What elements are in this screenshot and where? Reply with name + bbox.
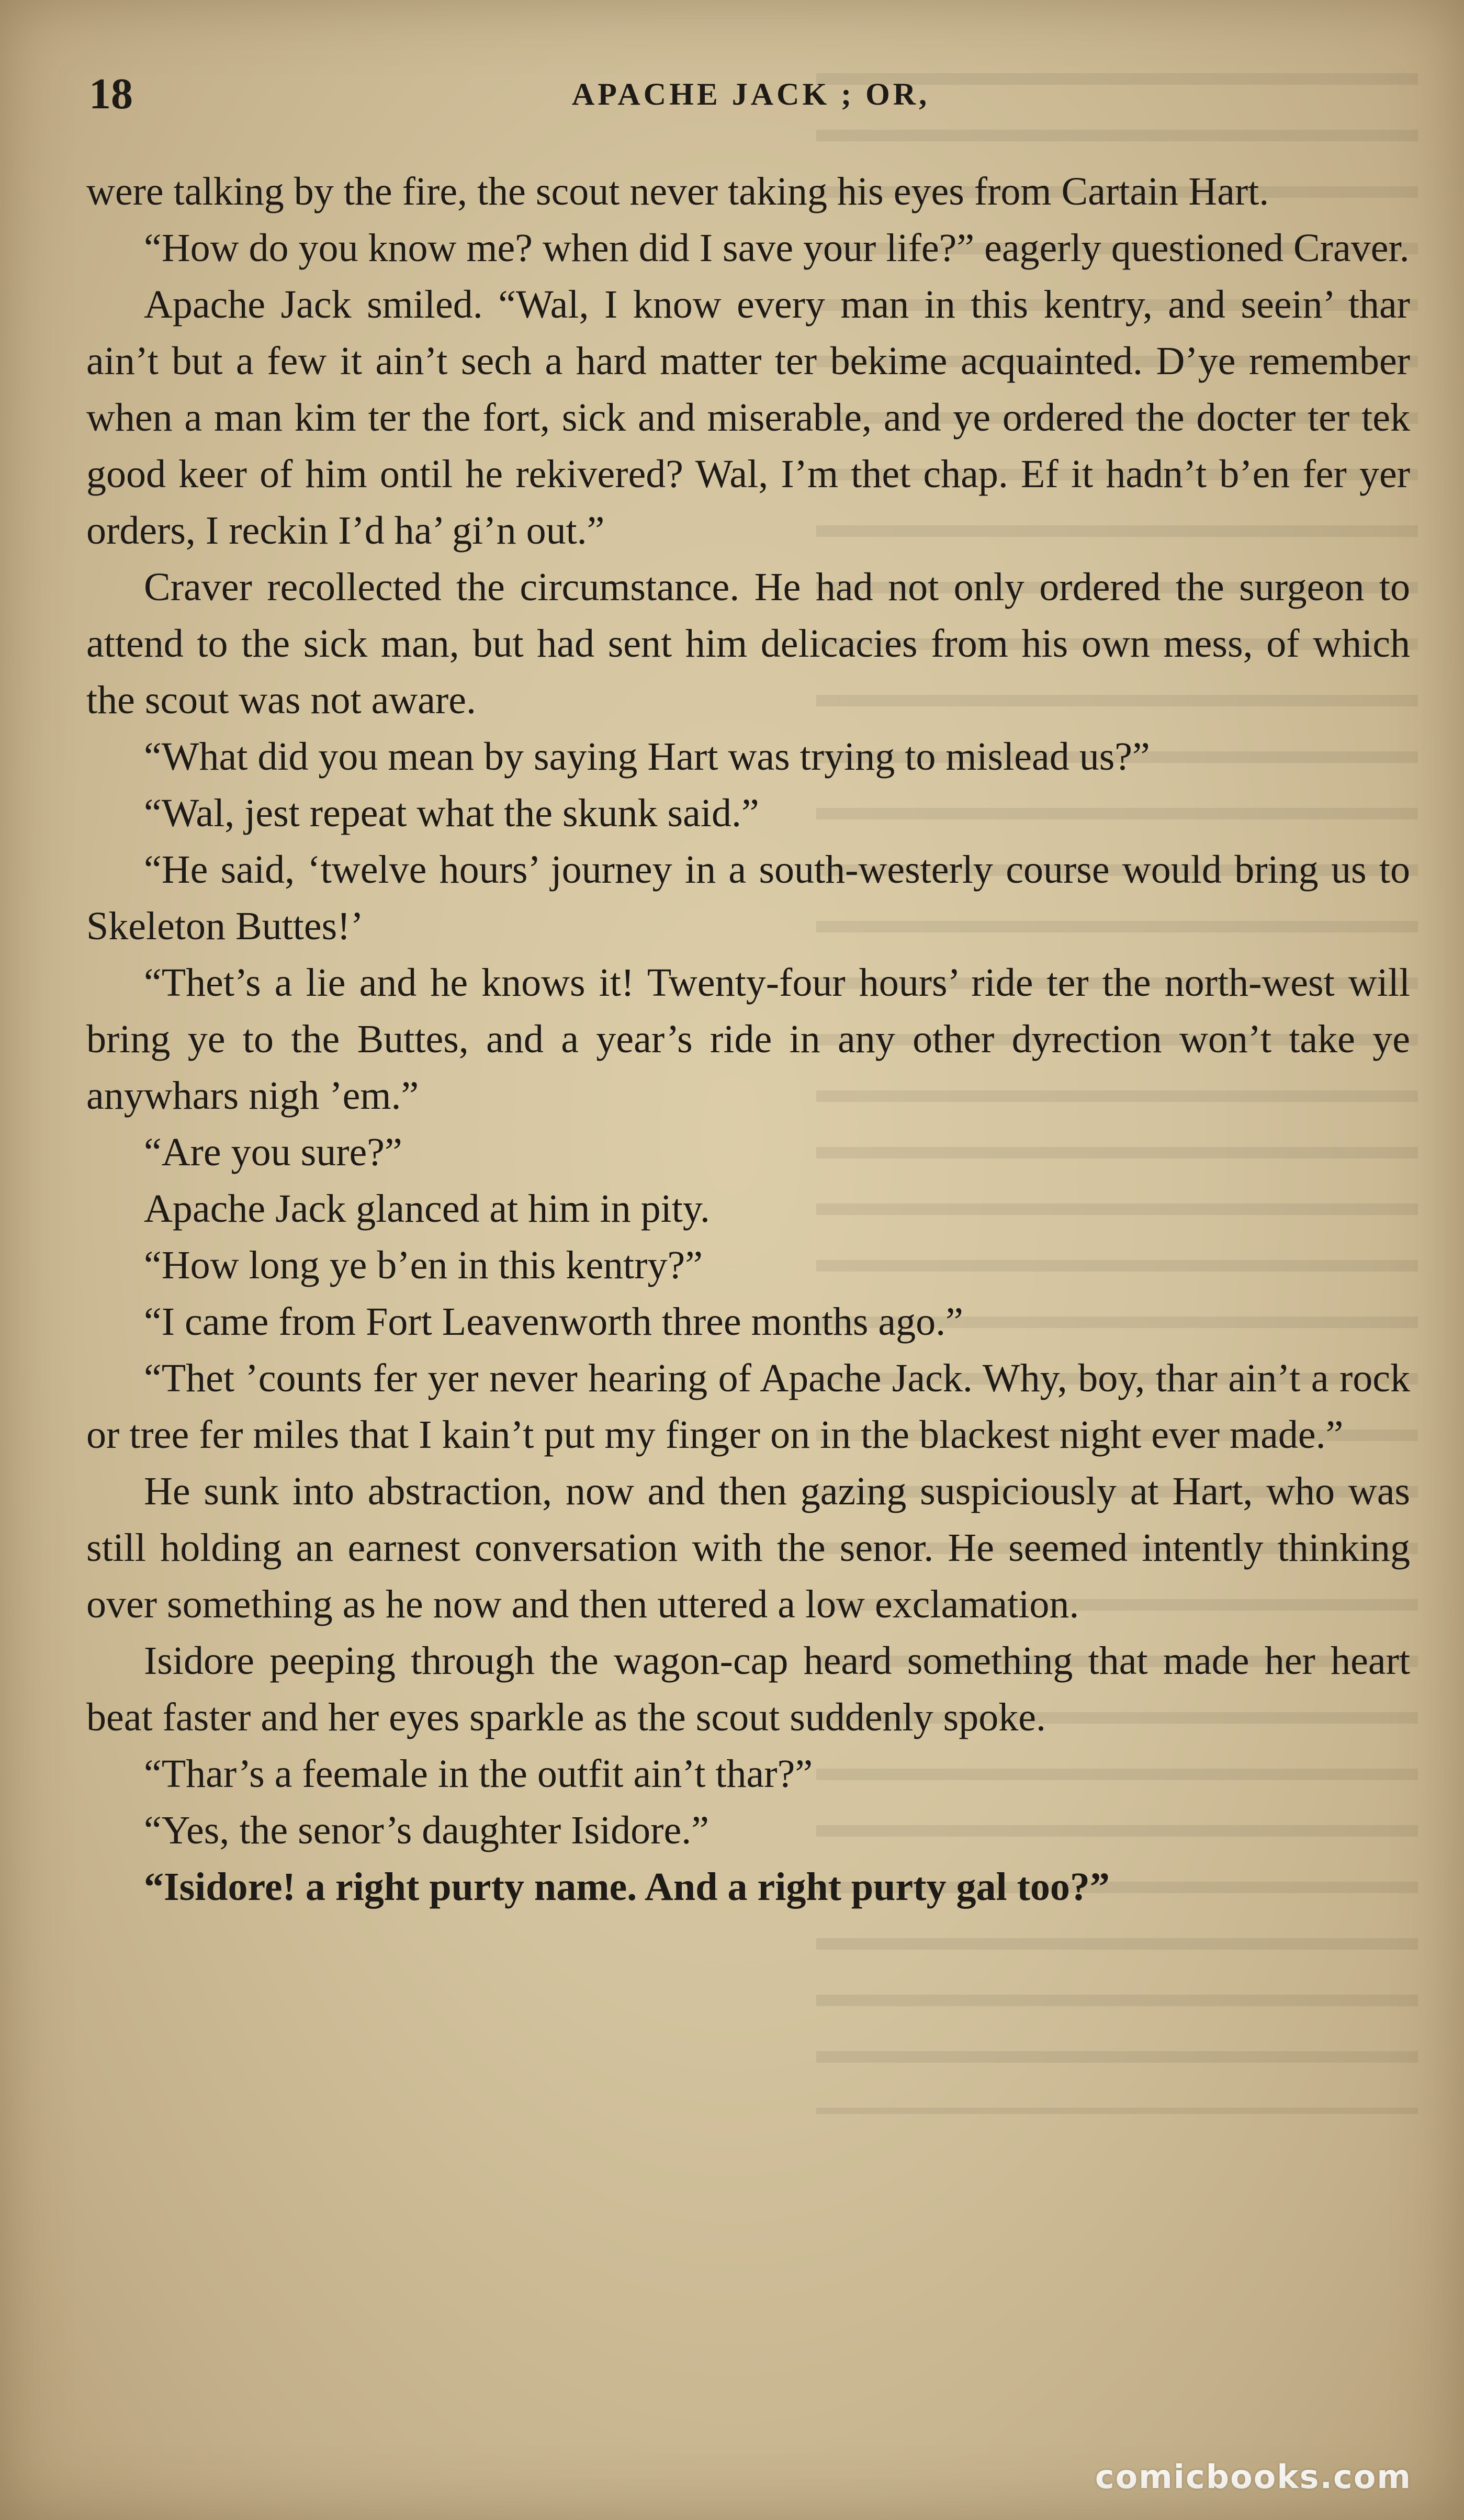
paragraph: “Thet ’counts fer yer never hearing of Apache Jack. Why, boy, thar ain’t a rock or tree fer miles that I kain’t put my finger on in the blackest night ever made.” [86,1356,1410,1457]
paragraph: “Wal, jest repeat what the skunk said.” [144,791,759,835]
paragraph: “He said, ‘twelve hours’ journey in a south-westerly course would bring us to Skeleton Buttes!’ [86,848,1410,948]
paragraph: “Isidore! a right purty name. And a right purty gal too?” [144,1865,1110,1909]
paragraph: Apache Jack smiled. “Wal, I know every man in this kentry, and seein’ thar ain’t but a few it ain’t sech a hard matter ter bekime acquainted. D’ye remember when a man kim ter the fort, sick and miserable, and ye ordered the docter ter tek good keer of him ontil he rekivered? Wal, I’m thet chap. Ef it hadn’t b’en fer yer orders, I reckin I’d ha’ gi’n out.” [86,283,1410,553]
paragraph: “What did you mean by saying Hart was trying to mislead us?” [144,735,1150,779]
paragraph: Craver recollected the circumstance. He had not only ordered the surgeon to attend to the sick man, but had sent him delicacies from his own mess, of which the scout was not aware. [86,565,1410,722]
body-text [86,163,1410,1915]
paragraph: “Are you sure?” [144,1130,402,1174]
paragraph: “Yes, the senor’s daughter Isidore.” [144,1808,709,1852]
paragraph: were talking by the fire, the scout never taking his eyes from Cartain Hart. [86,170,1269,213]
paragraph: “How do you know me? when did I save your life?” eagerly questioned Craver. [144,226,1410,270]
paragraph: “How long ye b’en in this kentry?” [144,1243,703,1287]
paragraph: “Thar’s a feemale in the outfit ain’t thar?” [144,1752,813,1796]
paragraph: “I came from Fort Leavenworth three months ago.” [144,1300,963,1344]
page-header [89,63,1413,126]
paragraph: Isidore peeping through the wagon-cap heard something that made her heart beat faster and her eyes sparkle as the scout suddenly spoke. [86,1639,1410,1739]
page-number: 18 [89,70,133,118]
watermark: comicbooks.com [1095,2458,1412,2496]
paragraph: “Thet’s a lie and he knows it! Twenty-four hours’ ride ter the north-west will bring ye to the Buttes, and a year’s ride in any other dyrection won’t take ye anywhars nigh ’em.” [86,961,1410,1118]
paragraph: He sunk into abstraction, now and then gazing suspiciously at Hart, who was still holding an earnest conversation with the senor. He seemed intently thinking over something as he now and then uttered a low exclamation. [86,1469,1410,1626]
paragraph: Apache Jack glanced at him in pity. [144,1187,710,1231]
running-title: APACHE JACK ; OR, [571,77,930,111]
